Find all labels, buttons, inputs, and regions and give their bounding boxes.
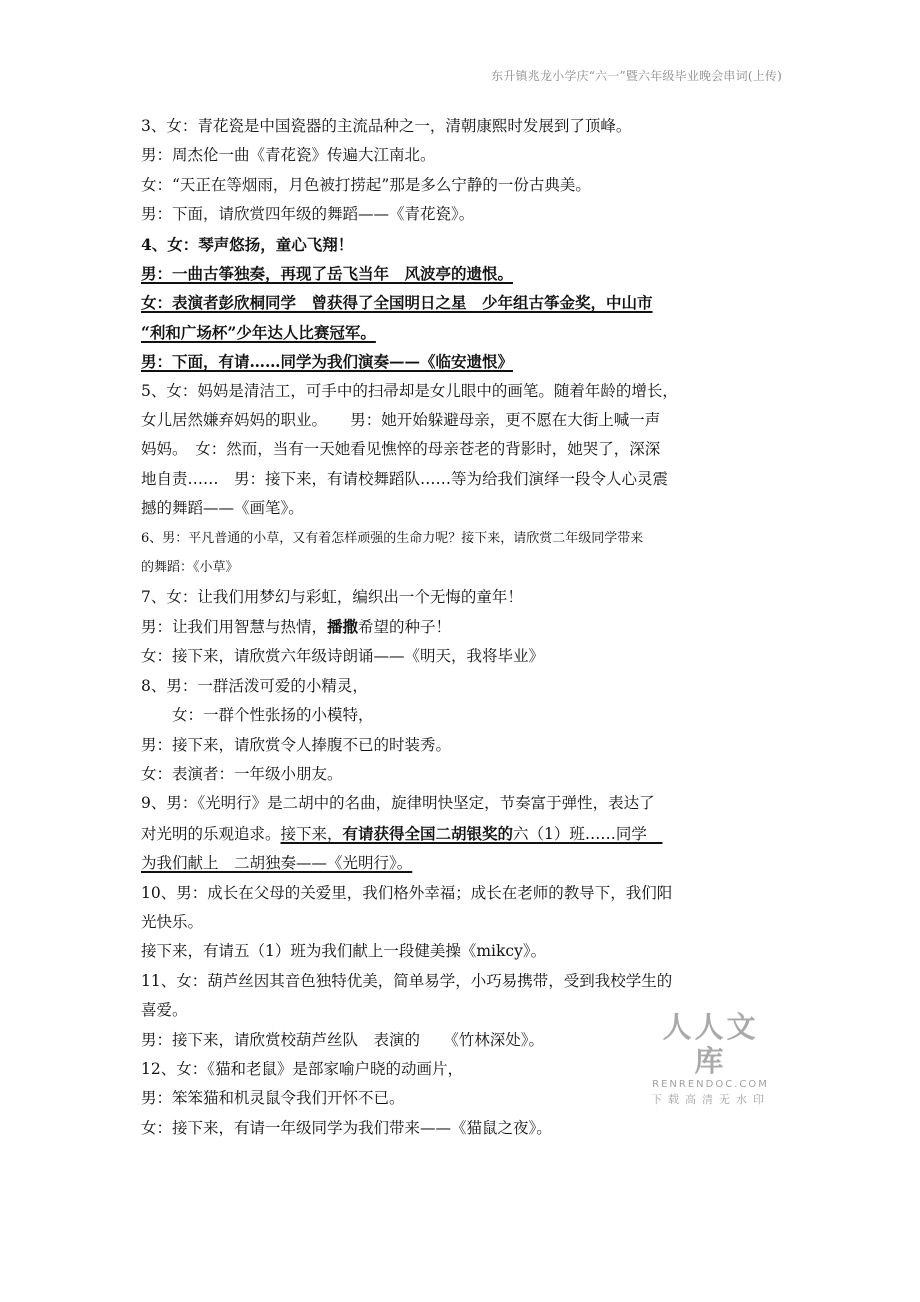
watermark-main: 人人文库 bbox=[662, 1010, 759, 1078]
text-line: 男：周杰伦一曲《青花瓷》传遍大江南北。 bbox=[141, 146, 436, 165]
text-line: 男：接下来，请欣赏校葫芦丝队 表演的 《竹林深处》。 bbox=[141, 1030, 545, 1049]
text-line: 女：表演者彭欣桐同学 曾获得了全国明日之星 少年组古筝金奖，中山市 bbox=[141, 293, 653, 313]
text-line: 11、女：葫芦丝因其音色独特优美，简单易学，小巧易携带，受到我校学生的 bbox=[141, 971, 673, 990]
text-line: 5、女：妈妈是清洁工，可手中的扫帚却是女儿眼中的画笔。随着年龄的增长， bbox=[141, 381, 678, 400]
text-line: “利和广场杯”少年达人比赛冠军。 bbox=[141, 322, 376, 342]
text-line: 的舞蹈：《小草》 bbox=[141, 560, 239, 576]
text-line: 女儿居然嫌弃妈妈的职业。 男：她开始躲避母亲，更不愿在大街上喊一声 bbox=[141, 411, 661, 430]
text-line: 4、女：琴声悠扬，童心飞翔！ bbox=[141, 234, 354, 254]
watermark-domain: RENRENDOC.COM bbox=[652, 1079, 769, 1090]
watermark-tag: 下载高清无水印 bbox=[651, 1093, 770, 1106]
text-line: 7、女：让我们用梦幻与彩虹，编织出一个无悔的童年！ bbox=[141, 587, 523, 606]
text-line: 女：表演者：一年级小朋友。 bbox=[141, 764, 343, 783]
text-line bbox=[141, 612, 771, 642]
text-line: 喜爱。 bbox=[141, 1001, 188, 1020]
text-segment-bold: 有请获得全国二胡银奖的 bbox=[342, 823, 514, 843]
text-segment-underlined: 六（1）班……同学 bbox=[513, 824, 663, 843]
text-line: 女：接下来，有请一年级同学为我们带来——《猫鼠之夜》。 bbox=[141, 1118, 552, 1137]
text-line: 男：接下来，请欣赏令人捧腹不已的时装秀。 bbox=[141, 735, 452, 754]
text-line: 地自责…… 男：接下来，有请校舞蹈队……等为给我们演绎一段令人心灵震 bbox=[141, 469, 669, 488]
text-line: 3、女：青花瓷是中国瓷器的主流品种之一，清朝康熙时发展到了顶峰。 bbox=[141, 117, 632, 135]
page-header: 东升镇兆龙小学庆“六一”暨六年级毕业晚会串词(上传) bbox=[491, 69, 782, 83]
text-segment-bold: 播撒 bbox=[327, 616, 359, 636]
text-line: 10、男：成长在父母的关爱里，我们格外幸福；成长在老师的教导下，我们阳 bbox=[141, 883, 673, 902]
text-line: 8、男：一群活泼可爱的小精灵， bbox=[141, 676, 368, 695]
text-segment: 男：让我们用智慧与热情， bbox=[141, 617, 328, 636]
text-line: 女：接下来，请欣赏六年级诗朗诵——《明天，我将毕业》 bbox=[141, 647, 545, 666]
text-line: 女：“天正在等烟雨，月色被打捞起”那是多么宁静的一份古典美。 bbox=[141, 175, 591, 194]
text-line: 9、男：《光明行》是二胡中的名曲，旋律明快坚定，节奏富于弹性，表达了 bbox=[141, 794, 655, 813]
text-line: 光快乐。 bbox=[141, 912, 204, 931]
text-line: 12、女：《猫和老鼠》是部家喻户晓的动画片， bbox=[141, 1060, 463, 1078]
text-line: 撼的舞蹈——《画笔》。 bbox=[141, 499, 304, 518]
script-body bbox=[141, 112, 771, 1143]
text-segment: 希望的种子！ bbox=[358, 617, 452, 636]
text-line: 6、男：平凡普通的小草，又有着怎样顽强的生命力呢？接下来，请欣赏二年级同学带来 bbox=[141, 530, 644, 546]
text-line: 女：一群个性张扬的小模特， bbox=[172, 706, 374, 725]
text-line: 为我们献上 二胡独奏——《光明行》。 bbox=[141, 854, 413, 873]
watermark-logo bbox=[648, 1010, 773, 1108]
text-line: 男：一曲古筝独奏，再现了岳飞当年 风波亭的遗恨。 bbox=[141, 264, 514, 284]
text-line: 接下来，有请五（1）班为我们献上一段健美操《mikcy》。 bbox=[141, 942, 547, 961]
text-line: 男：下面，有请……同学为我们演奏——《临安遗恨》 bbox=[141, 352, 514, 372]
text-segment: 对光明的乐观追求。 bbox=[141, 824, 281, 843]
text-segment-underlined: 接下来， bbox=[280, 824, 343, 843]
text-line: 妈妈。 女：然而，当有一天她看见憔悴的母亲苍老的背影时，她哭了，深深 bbox=[141, 440, 661, 459]
text-line bbox=[141, 819, 771, 849]
text-line: 男：下面，请欣赏四年级的舞蹈——《青花瓷》。 bbox=[141, 205, 475, 224]
text-line: 男：笨笨猫和机灵鼠令我们开怀不已。 bbox=[141, 1089, 405, 1108]
